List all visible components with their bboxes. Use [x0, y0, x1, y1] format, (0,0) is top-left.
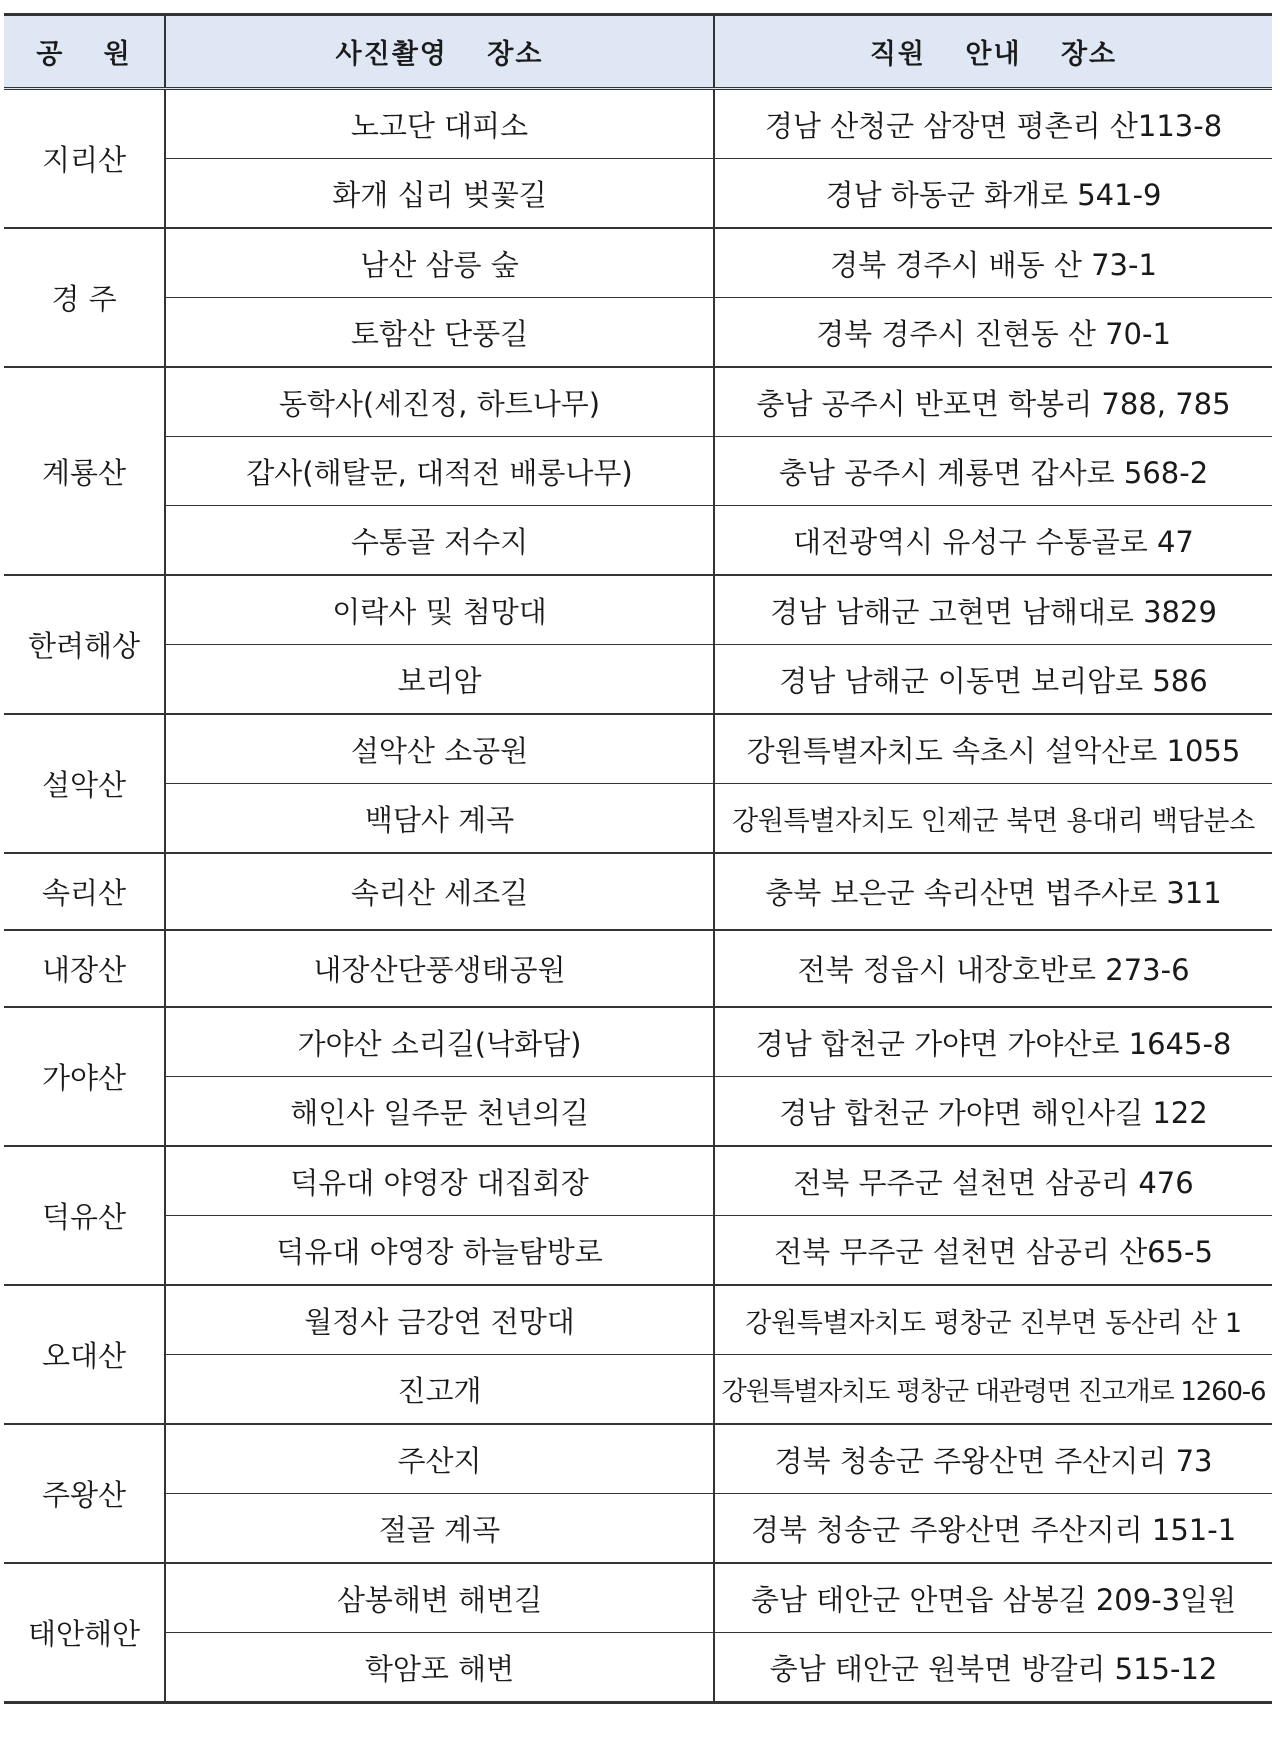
- table-row: [4, 1146, 1272, 1216]
- photo-location-cell: 내장산단풍생태공원: [165, 930, 714, 1007]
- photo-location-cell: 보리암: [165, 645, 714, 715]
- photo-location-cell: 토함산 단풍길: [165, 298, 714, 368]
- staff-guide-address-cell: 충북 보은군 속리산면 법주사로 311: [714, 853, 1272, 930]
- park-name-cell: 한려해상: [4, 575, 165, 714]
- photo-location-cell: 남산 삼릉 숲: [165, 228, 714, 298]
- table-row: [4, 159, 1272, 229]
- table-row: [4, 228, 1272, 298]
- staff-guide-address-cell: 경북 경주시 배동 산 73-1: [714, 228, 1272, 298]
- staff-guide-address-cell: 전북 무주군 설천면 삼공리 산65-5: [714, 1216, 1272, 1286]
- table-row: [4, 1077, 1272, 1147]
- header-park: 공 원: [4, 15, 165, 89]
- park-name-cell: 덕유산: [4, 1146, 165, 1285]
- photo-location-cell: 동학사(세진정, 하트나무): [165, 367, 714, 437]
- staff-guide-address-cell: 경남 남해군 고현면 남해대로 3829: [714, 575, 1272, 645]
- photo-location-cell: 노고단 대피소: [165, 89, 714, 159]
- photo-location-cell: 가야산 소리길(낙화담): [165, 1007, 714, 1077]
- park-name-cell: 지리산: [4, 89, 165, 229]
- table-row: [4, 930, 1272, 1007]
- table-row: [4, 714, 1272, 784]
- photo-location-cell: 덕유대 야영장 대집회장: [165, 1146, 714, 1216]
- park-name-cell: 주왕산: [4, 1424, 165, 1563]
- table-row: [4, 784, 1272, 854]
- staff-guide-address-cell: 전북 정읍시 내장호반로 273-6: [714, 930, 1272, 1007]
- park-name-cell: 태안해안: [4, 1563, 165, 1703]
- park-photo-locations-table: [4, 13, 1272, 1704]
- staff-guide-address-cell: 경북 청송군 주왕산면 주산지리 151-1: [714, 1494, 1272, 1564]
- staff-guide-address-cell: 충남 태안군 원북면 방갈리 515-12: [714, 1633, 1272, 1703]
- table-row: [4, 89, 1272, 159]
- photo-location-cell: 진고개: [165, 1355, 714, 1425]
- table-row: [4, 1633, 1272, 1703]
- table-row: [4, 1216, 1272, 1286]
- table-row: [4, 1355, 1272, 1425]
- staff-guide-address-cell: 경북 경주시 진현동 산 70-1: [714, 298, 1272, 368]
- park-name-cell: 속리산: [4, 853, 165, 930]
- photo-location-cell: 화개 십리 벚꽃길: [165, 159, 714, 229]
- staff-guide-address-cell: 강원특별자치도 속초시 설악산로 1055: [714, 714, 1272, 784]
- park-name-cell: 설악산: [4, 714, 165, 853]
- park-name-cell: 가야산: [4, 1007, 165, 1146]
- header-photo-location: 사진촬영 장소: [165, 15, 714, 89]
- table-row: [4, 1563, 1272, 1633]
- table-row: [4, 1494, 1272, 1564]
- staff-guide-address-cell: 전북 무주군 설천면 삼공리 476: [714, 1146, 1272, 1216]
- photo-location-cell: 이락사 및 첨망대: [165, 575, 714, 645]
- park-name-cell: 경 주: [4, 228, 165, 367]
- park-name-cell: 오대산: [4, 1285, 165, 1424]
- photo-location-cell: 속리산 세조길: [165, 853, 714, 930]
- park-name-cell: 계룡산: [4, 367, 165, 575]
- park-name-cell: 내장산: [4, 930, 165, 1007]
- photo-location-cell: 수통골 저수지: [165, 506, 714, 576]
- staff-guide-address-cell: 경남 합천군 가야면 해인사길 122: [714, 1077, 1272, 1147]
- photo-location-cell: 덕유대 야영장 하늘탐방로: [165, 1216, 714, 1286]
- staff-guide-address-cell: 경남 산청군 삼장면 평촌리 산113-8: [714, 89, 1272, 159]
- photo-location-cell: 갑사(해탈문, 대적전 배롱나무): [165, 437, 714, 506]
- photo-location-cell: 삼봉해변 해변길: [165, 1563, 714, 1633]
- photo-location-cell: 절골 계곡: [165, 1494, 714, 1564]
- table-header-row: [4, 15, 1272, 89]
- photo-location-cell: 설악산 소공원: [165, 714, 714, 784]
- table-row: [4, 1285, 1272, 1355]
- staff-guide-address-cell: 충남 태안군 안면읍 삼봉길 209-3일원: [714, 1563, 1272, 1633]
- photo-location-cell: 백담사 계곡: [165, 784, 714, 854]
- table-row: [4, 506, 1272, 576]
- staff-guide-address-cell: 경남 하동군 화개로 541-9: [714, 159, 1272, 229]
- table-row: [4, 575, 1272, 645]
- photo-location-cell: 주산지: [165, 1424, 714, 1494]
- table-row: [4, 853, 1272, 930]
- photo-location-cell: 학암포 해변: [165, 1633, 714, 1703]
- table-body: [4, 89, 1272, 1703]
- staff-guide-address-cell: 대전광역시 유성구 수통골로 47: [714, 506, 1272, 576]
- staff-guide-address-cell: 충남 공주시 반포면 학봉리 788, 785: [714, 367, 1272, 437]
- staff-guide-address-cell: 강원특별자치도 평창군 진부면 동산리 산 1: [714, 1285, 1272, 1355]
- staff-guide-address-cell: 충남 공주시 계룡면 갑사로 568-2: [714, 437, 1272, 506]
- header-staff-guide-location: 직원 안내 장소: [714, 15, 1272, 89]
- table-row: [4, 437, 1272, 506]
- photo-location-cell: 월정사 금강연 전망대: [165, 1285, 714, 1355]
- table-row: [4, 298, 1272, 368]
- photo-location-cell: 해인사 일주문 천년의길: [165, 1077, 714, 1147]
- table-row: [4, 645, 1272, 715]
- table-row: [4, 367, 1272, 437]
- table-row: [4, 1007, 1272, 1077]
- staff-guide-address-cell: 경남 남해군 이동면 보리암로 586: [714, 645, 1272, 715]
- staff-guide-address-cell: 경남 합천군 가야면 가야산로 1645-8: [714, 1007, 1272, 1077]
- staff-guide-address-cell: 경북 청송군 주왕산면 주산지리 73: [714, 1424, 1272, 1494]
- staff-guide-address-cell: 강원특별자치도 인제군 북면 용대리 백담분소: [714, 784, 1272, 854]
- table-row: [4, 1424, 1272, 1494]
- staff-guide-address-cell: 강원특별자치도 평창군 대관령면 진고개로 1260-6: [714, 1355, 1272, 1425]
